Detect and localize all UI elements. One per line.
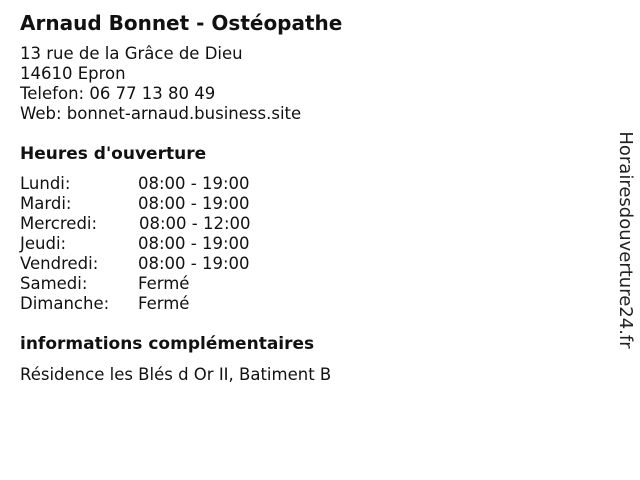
hours-time: Fermé <box>138 274 190 293</box>
hours-day: Vendredi: <box>20 254 99 273</box>
hours-time: 08:00 - 12:00 <box>139 214 251 233</box>
hours-day: Dimanche: <box>20 294 110 313</box>
address-city: 14610 Epron <box>20 64 126 83</box>
site-watermark: Horairesdouverture24.fr <box>615 131 636 349</box>
hours-day: Mercredi: <box>20 214 98 233</box>
hours-day: Lundi: <box>20 174 71 193</box>
extra-info-heading: informations complémentaires <box>20 334 315 354</box>
hours-time: 08:00 - 19:00 <box>138 234 250 253</box>
website-link[interactable]: Web: bonnet-arnaud.business.site <box>20 104 302 123</box>
phone-number: Telefon: 06 77 13 80 49 <box>20 84 216 103</box>
extra-info-text: Résidence les Blés d Or II, Batiment B <box>20 365 332 384</box>
address-street: 13 rue de la Grâce de Dieu <box>20 44 243 63</box>
hours-time: Fermé <box>138 294 190 313</box>
hours-heading: Heures d'ouverture <box>20 144 207 164</box>
hours-day: Mardi: <box>20 194 72 213</box>
business-title: Arnaud Bonnet - Ostéopathe <box>20 11 343 35</box>
hours-day: Samedi: <box>20 274 88 293</box>
hours-day: Jeudi: <box>20 234 67 253</box>
hours-time: 08:00 - 19:00 <box>138 254 250 273</box>
hours-time: 08:00 - 19:00 <box>138 174 250 193</box>
contact-block <box>20 44 301 124</box>
hours-time: 08:00 - 19:00 <box>138 194 250 213</box>
